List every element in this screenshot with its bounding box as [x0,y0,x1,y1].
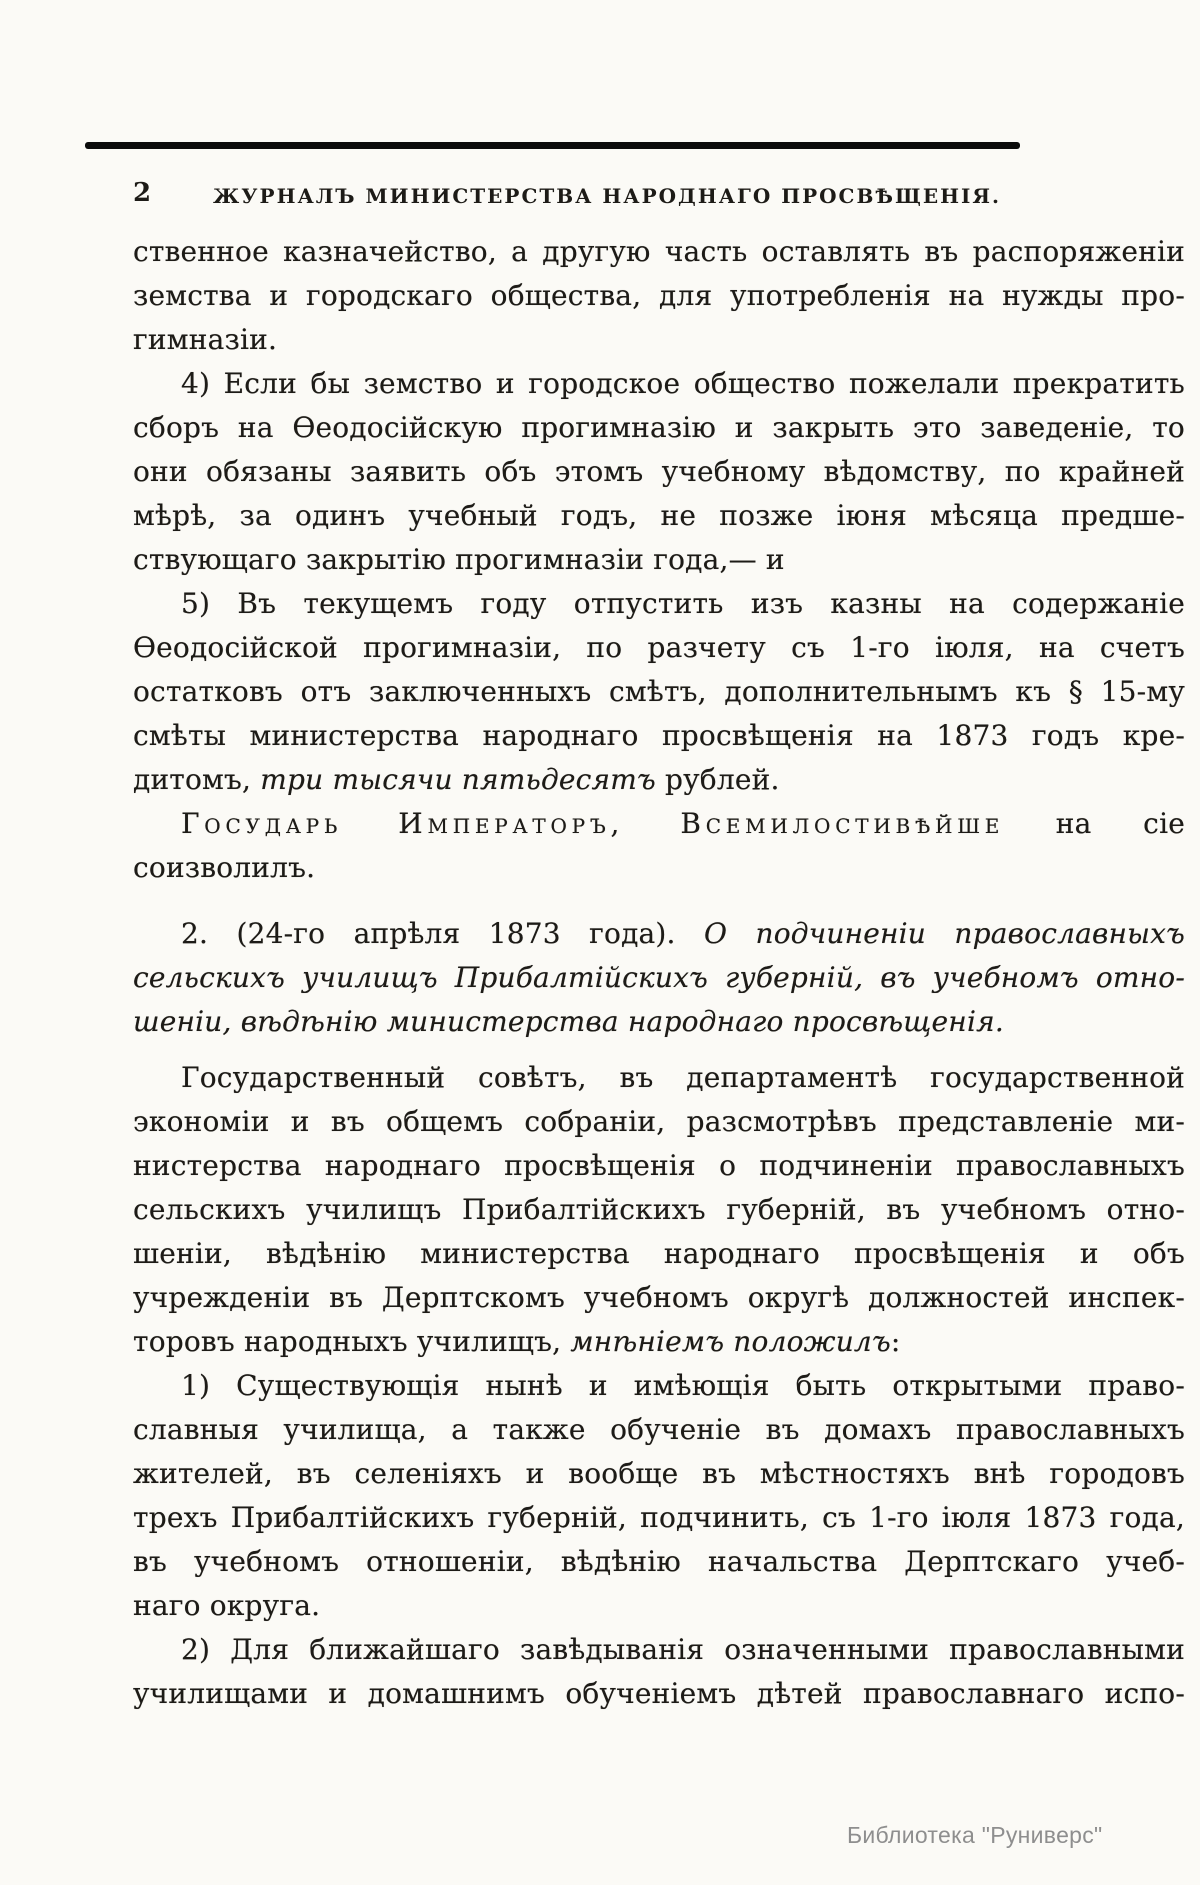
body-text: гимназіи. [133,323,278,356]
body-text: 1) Существующія нынѣ и имѣющія быть открытыми право- [181,1369,1185,1402]
text-line [133,802,1185,846]
text-line [133,1320,1185,1364]
text-line [133,714,1185,758]
body-text: 4) Если бы земство и городское общество пожелали прекратить [181,367,1185,400]
body-text: остатковъ отъ заключенныхъ смѣтъ, дополнительнымъ къ § 15-му [133,675,1185,708]
body-text: мѣрѣ, за одинъ учебный годъ, не позже іюня мѣсяца предше- [133,499,1185,532]
text-line [133,626,1185,670]
text-line [133,582,1185,626]
body-text: Государственный совѣтъ, въ департаментѣ государственной [181,1061,1185,1094]
body-text: славныя училища, а также обученіе въ домахъ православныхъ [133,1413,1185,1446]
italic-text: мнѣніемъ положилъ [570,1325,891,1358]
italic-text: три тысячи пятьдесятъ [260,763,656,796]
text-line [133,362,1185,406]
text-line [133,1496,1185,1540]
body-text: ствующаго закрытію прогимназіи года,— и [133,543,785,576]
body-text: наго округа. [133,1589,321,1622]
smallcaps-text: Государь Императоръ, Всемилостивѣйше [181,807,1005,840]
text-line [133,1100,1185,1144]
text-line [133,1628,1185,1672]
body-text: 2. (24-го апрѣля 1873 года). [181,917,704,950]
body-text: сборъ на Ѳеодосійскую прогимназію и закрыть это заведеніе, то [133,411,1185,444]
text-line [133,1232,1185,1276]
text-line [133,1408,1185,1452]
body-text: смѣты министерства народнаго просвѣщенія на 1873 годъ кре- [133,719,1185,752]
page-number: 2 [133,178,152,208]
body-text: учрежденіи въ Дерптскомъ учебномъ округѣ должностей инспек- [133,1281,1185,1314]
text-line [133,1364,1185,1408]
italic-text: сельскихъ училищъ Прибалтійскихъ губерній, въ учебномъ отно- [133,961,1185,994]
body-text: ственное казначейство, а другую часть оставлять въ распоряженіи [133,235,1185,268]
text-line [133,1056,1185,1100]
text-line [133,538,1185,582]
italic-text: шеніи, вѣдѣнію министерства народнаго просвѣщенія. [133,1005,1004,1038]
body-text: 2) Для ближайшаго завѣдыванія означенными православными [181,1633,1185,1666]
body-text: торовъ народныхъ училищъ, [133,1325,571,1358]
text-line [133,1144,1185,1188]
body-text: соизволилъ. [133,851,316,884]
body-text: рублей. [655,763,780,796]
text-line [133,1452,1185,1496]
text-line [133,1584,1185,1628]
scan-edge-artifact [85,142,1020,149]
body-text: нистерства народнаго просвѣщенія о подчиненіи православныхъ [133,1149,1185,1182]
body-text: экономіи и въ общемъ собраніи, разсмотрѣвъ представленіе ми- [133,1105,1185,1138]
text-line [133,450,1185,494]
body-text: они обязаны заявить объ этомъ учебному вѣдомству, по крайней [133,455,1185,488]
body-text: сельскихъ училищъ Прибалтійскихъ губерній, въ учебномъ отно- [133,1193,1185,1226]
body-text: въ учебномъ отношеніи, вѣдѣнію начальства Дерптскаго учеб- [133,1545,1185,1578]
italic-text: О подчиненіи православныхъ [704,917,1185,950]
text-line [133,1188,1185,1232]
body-text: Ѳеодосійской прогимназіи, по разчету съ 1-го іюля, на счетъ [133,631,1185,664]
body-text: жителей, въ селеніяхъ и вообще въ мѣстностяхъ внѣ городовъ [133,1457,1185,1490]
text-line [133,1276,1185,1320]
text-line [133,846,1185,890]
body-text: дитомъ, [133,763,261,796]
text-line [133,1000,1185,1044]
running-header-title: ЖУРНАЛЪ МИНИСТЕРСТВА НАРОДНАГО ПРОСВѢЩЕНІЯ. [213,184,1001,208]
text-line [133,1540,1185,1584]
watermark: Библиотека "Руниверс" [847,1822,1103,1848]
text-line [133,670,1185,714]
text-line [133,494,1185,538]
body-text: училищами и домашнимъ обученіемъ дѣтей православнаго испо- [133,1677,1185,1710]
text-line [133,956,1185,1000]
body-text: земства и городскаго общества, для употребленія на нужды про- [133,279,1185,312]
text-line [133,230,1185,274]
text-line [133,1672,1185,1716]
text-line [133,758,1185,802]
body-text: : [890,1325,901,1358]
text-line [133,274,1185,318]
body-text: трехъ Прибалтійскихъ губерній, подчинить, съ 1-го іюля 1873 года, [133,1501,1185,1534]
text-line [133,406,1185,450]
text-line [133,318,1185,362]
body-text: шеніи, вѣдѣнію министерства народнаго просвѣщенія и объ [133,1237,1185,1270]
body-text: 5) Въ текущемъ году отпустить изъ казны на содержаніе [181,587,1185,620]
text-block [133,230,1185,1716]
text-line [133,912,1185,956]
body-text: на сіе [1004,807,1185,840]
